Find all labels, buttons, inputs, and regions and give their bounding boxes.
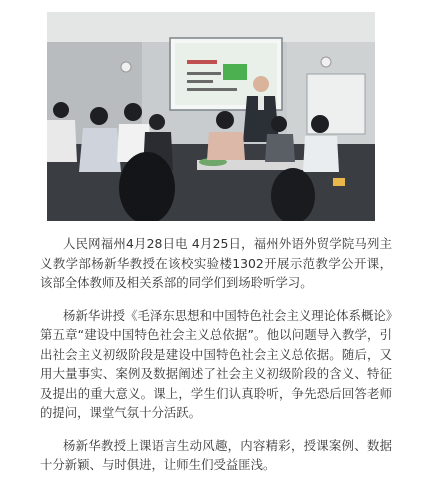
article-paragraph-1: 人民网福州4月28日电 4月25日，福州外语外贸学院马列主义教学部杨新华教授在该校实验楼1302开展示范教学公开课，该部全体教师及相关系部的同学们到场聆听学习。	[40, 236, 392, 290]
article-paragraph-2: 杨新华讲授《毛泽东思想和中国特色社会主义理论体系概论》第五章“建设中国特色社会主义总依据”。他以问题导入教学，引出社会主义初级阶段是建设中国特色社会主义总依据。随后，又用大量事实、案例及数据阐述了社会主义初级阶段的含义、特征及提出的重大意义。课上，学生们认真聆听，争先恐后回答老师的提问，课堂气氛十分活跃。	[40, 307, 392, 420]
classroom-photo	[47, 12, 375, 221]
teacher	[253, 76, 269, 92]
article-paragraph-3: 杨新华教授上课语言生动风趣，内容精彩，授课案例、数据十分新颖、与时俱进，让师生们受益匪浅。	[40, 437, 392, 472]
article-body	[40, 234, 392, 488]
